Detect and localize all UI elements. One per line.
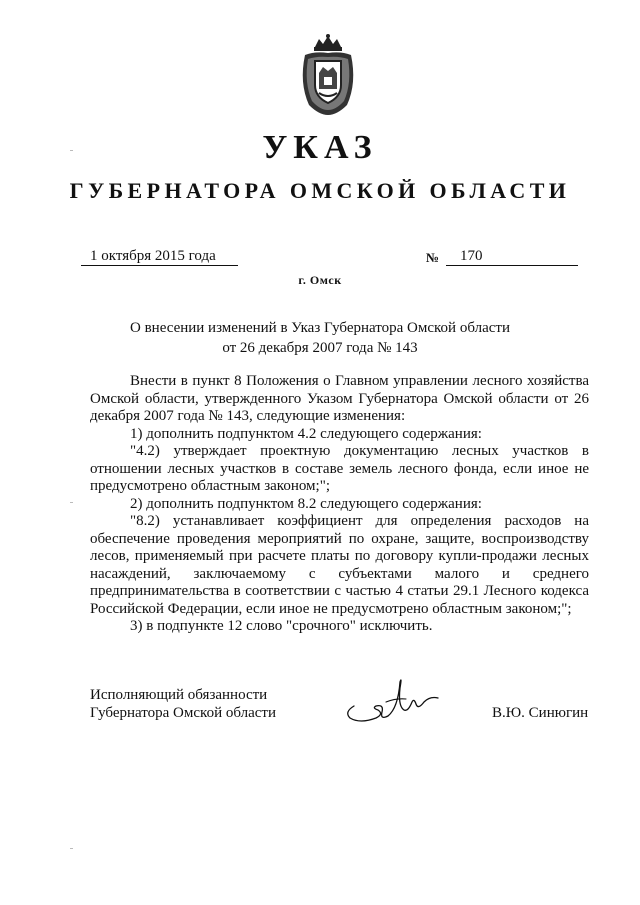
scan-mark bbox=[70, 150, 73, 151]
coat-of-arms-icon bbox=[295, 33, 361, 117]
subject-line-2: от 26 декабря 2007 года № 143 bbox=[222, 340, 418, 356]
decree-city: г. Омск bbox=[298, 273, 342, 287]
decree-date: 1 октября 2015 года bbox=[81, 247, 238, 266]
decree-title: УКАЗ bbox=[262, 129, 378, 166]
paragraph-item-2: 2) дополнить подпунктом 8.2 следующего содержания: bbox=[130, 495, 482, 512]
number-sign: № bbox=[426, 250, 440, 265]
decree-subtitle: ГУБЕРНАТОРА ОМСКОЙ ОБЛАСТИ bbox=[69, 178, 571, 203]
signatory-position-line-2: Губернатора Омской области bbox=[90, 705, 276, 721]
subject-line-1: О внесении изменений в Указ Губернатора Омской области bbox=[130, 320, 510, 336]
decree-body bbox=[90, 373, 589, 636]
paragraph-item-3: 3) в подпункте 12 слово "срочного" исключить. bbox=[130, 618, 433, 634]
paragraph-item-1-text: "4.2) утверждает проектную документацию лесных участков в отношении лесных участков в составе земель лесного фонда, если иное не предусмотрено областным законом;"; bbox=[90, 443, 589, 494]
decree-number: 170 bbox=[446, 247, 578, 266]
paragraph-intro: Внести в пункт 8 Положения о Главном управлении лесного хозяйства Омской области, утвержденного Указом Губернатора Омской области от 26 декабря 2007 года № 143, следующие изменения: bbox=[90, 373, 589, 424]
signatory-position bbox=[90, 686, 276, 722]
signatory-name: В.Ю. Синюгин bbox=[492, 705, 589, 721]
decree-subject bbox=[0, 318, 640, 358]
signature-icon bbox=[342, 672, 444, 724]
paragraph-item-1: 1) дополнить подпунктом 4.2 следующего содержания: bbox=[130, 425, 482, 442]
scan-mark bbox=[70, 848, 73, 849]
paragraph-item-2-text: "8.2) устанавливает коэффициент для определения расходов на обеспечение проведения мероприятий по охране, защите, воспроизводству лесов, применяемый при расчете платы по договору купли-продажи лесных насаждений, заключаемому с субъектами малого и среднего предпринимательства в соответствии с частью 4 статьи 29.1 Лесного кодекса Российской Федерации, если иное не предусмотрено областным законом;"; bbox=[90, 513, 589, 617]
scan-mark bbox=[70, 502, 73, 503]
signatory-position-line-1: Исполняющий обязанности bbox=[90, 687, 268, 703]
